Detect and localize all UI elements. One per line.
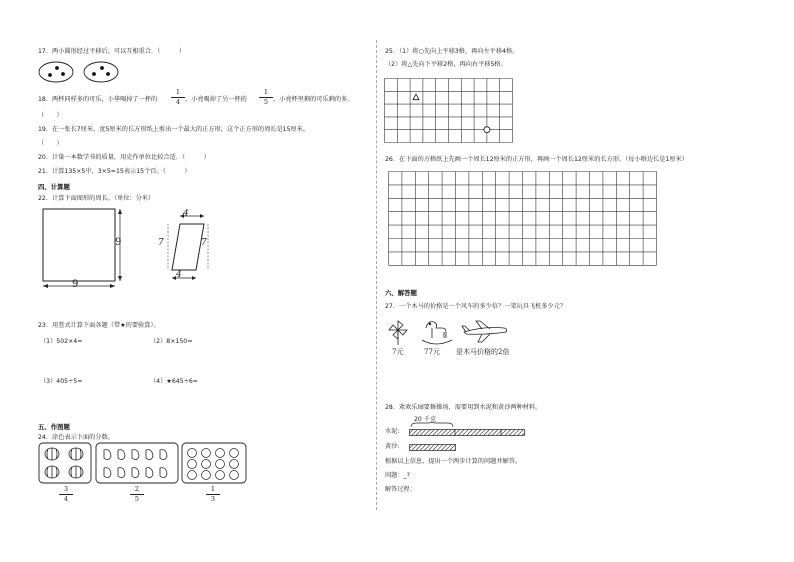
q24-fraction-1: 3 4 xyxy=(59,486,73,503)
para-left-label: 7 xyxy=(158,238,164,248)
square-bottom-label: 9 xyxy=(72,279,79,290)
q26-grid xyxy=(388,171,658,271)
section-5-heading: 五、作图题 xyxy=(38,423,70,431)
q24-fraction-2: 2 5 xyxy=(130,486,144,503)
q27-label-airplane: 是木马价格的2倍 xyxy=(456,348,510,356)
q28-question-line: 问题：_? xyxy=(385,472,410,479)
question-17: 17．两小圆形经过平移后，可以互相重合．（ ） xyxy=(38,48,186,55)
question-25-part-2: （2）将△先向下平移2格，再向右平移5格。 xyxy=(385,61,507,68)
q28-weight-label: 20 千克 xyxy=(414,416,437,423)
q28-cement-bar xyxy=(409,429,525,437)
q28-brace xyxy=(410,422,454,428)
q28-sand-bar xyxy=(409,444,457,452)
calc-item-3: （3）405÷5= xyxy=(40,378,83,385)
question-22: 22．计算下面图形的周长。（单位：分米） xyxy=(38,195,155,202)
q27-label-pinwheel: 7元 xyxy=(392,348,404,356)
circle-shape xyxy=(484,127,490,133)
question-25-part-1: 25．（1）将○先向上平移3格，再向左平移4格。 xyxy=(385,48,519,55)
q27-label-horse: 77元 xyxy=(424,348,440,356)
q22-parallelogram-figure xyxy=(150,208,220,288)
q18-fraction-1: 1 4 xyxy=(171,89,185,106)
calc-item-1: （1）502×4= xyxy=(40,338,83,345)
question-23: 23．用竖式计算下面各题（带★的要验算）。 xyxy=(38,322,160,329)
para-right-label: 7 xyxy=(201,238,207,248)
pinwheel-icon xyxy=(389,321,407,345)
q24-fraction-3: 1 3 xyxy=(206,486,220,503)
question-19-answer-paren: （ ） xyxy=(38,140,63,147)
question-18-part-b: ，小亮喝掉了另一杯的 xyxy=(185,96,247,103)
question-18-part-c: ，小亮杯里剩的可乐剩的多。 xyxy=(273,96,354,103)
question-27: 27．一个木马的价格是一个风车的多少倍？一架玩具飞机多少元？ xyxy=(385,303,567,310)
q24-coloring-boxes xyxy=(38,442,248,484)
question-21: 21．计算135×5中，3×5=15表示15个百。（ ） xyxy=(38,168,191,175)
q17-two-circles-figure xyxy=(38,60,118,86)
section-4-heading: 四、计算题 xyxy=(38,183,70,191)
calc-item-2: （2）8×150= xyxy=(150,338,193,345)
question-26: 26．在下面的方格纸上先画一个周长12厘米的正方形，再画一个周长12厘米的长方形。（每小格边长是1厘米） xyxy=(385,156,688,163)
square-side-label: 9 xyxy=(115,237,122,248)
q28-sand-label: 黄沙: xyxy=(385,443,400,450)
section-6-heading: 六、解答题 xyxy=(385,289,417,297)
q25-grid xyxy=(384,78,514,145)
calc-item-4: （4）★645÷6= xyxy=(150,378,198,385)
para-bottom-label: 4 xyxy=(176,270,182,280)
q27-toys-figure xyxy=(386,318,516,346)
airplane-icon xyxy=(462,321,507,342)
question-18-answer-paren: （ ） xyxy=(38,112,63,119)
q22-square-figure xyxy=(38,204,138,292)
q28-cement-label: 水泥: xyxy=(385,428,400,435)
question-28: 28．欢欢乐园要修操场，需要用到水泥和黄沙两种材料。 xyxy=(385,404,542,411)
q18-fraction-2: 1 5 xyxy=(259,89,273,106)
triangle-shape xyxy=(413,94,419,100)
q28-hint: 根据以上信息，提出一个两步计算的问题并解答。 xyxy=(385,458,522,465)
q28-process-line: 解答过程： xyxy=(385,486,416,493)
question-19: 19．在一张长7厘米，宽5厘米的长方形纸上剪出一个最大的正方形，这个正方形的周长是15厘米。 xyxy=(38,126,310,133)
page-divider xyxy=(376,40,377,510)
para-top-label: 4 xyxy=(183,209,189,219)
question-18-part-a: 18．两杯同样多的可乐，小华喝掉了一杯的 xyxy=(38,96,158,103)
rocking-horse-icon xyxy=(422,322,452,344)
question-24: 24．涂色表示下面的分数。 xyxy=(38,434,114,441)
question-20: 20．计量一本数学书的质量，用克作单位比较合适．（ ） xyxy=(38,154,210,161)
